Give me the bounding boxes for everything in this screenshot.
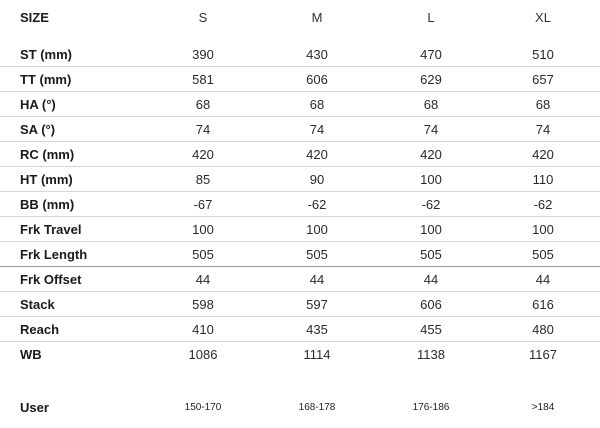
size-m: M (311, 10, 323, 25)
value-m: 100 (306, 221, 328, 237)
value-s: 1086 (188, 347, 218, 362)
row-label: ST (mm) (20, 46, 72, 62)
value-l: 100 (420, 221, 442, 237)
row-label: Frk Travel (20, 221, 82, 237)
value-s: 598 (192, 296, 214, 312)
row-label: HT (mm) (20, 171, 73, 187)
value-m: 430 (306, 46, 328, 62)
value-l: 505 (420, 246, 442, 262)
value-s: -67 (193, 196, 213, 212)
value-l: 1138 (417, 347, 445, 362)
value-xl: 110 (532, 171, 554, 187)
value-s: 100 (192, 221, 214, 237)
value-l: 68 (423, 96, 439, 112)
user-label: User (20, 400, 49, 415)
value-l: 455 (420, 321, 442, 337)
size-s: S (198, 10, 208, 25)
table-row (0, 267, 600, 292)
value-m: 74 (309, 121, 325, 137)
value-m: 90 (309, 171, 325, 187)
row-label: HA (°) (20, 96, 56, 112)
row-label: SA (°) (20, 121, 56, 137)
value-l: 606 (420, 296, 442, 312)
value-xl: 1167 (529, 347, 557, 362)
value-s: 410 (192, 321, 214, 337)
value-xl: 68 (535, 96, 551, 112)
row-label: WB (20, 347, 42, 362)
table-row (0, 317, 600, 342)
value-l: 100 (420, 171, 442, 187)
value-xl: 616 (532, 296, 554, 312)
value-xl: 44 (535, 271, 551, 287)
value-s: 581 (192, 71, 214, 87)
user-height-row (0, 395, 600, 420)
row-label: BB (mm) (20, 196, 75, 212)
value-xl: 480 (532, 321, 554, 337)
value-l: 44 (423, 271, 439, 287)
table-row (0, 42, 600, 67)
value-m: -62 (307, 196, 327, 212)
size-header-row (0, 5, 600, 30)
value-l: 420 (420, 146, 442, 162)
table-row (0, 167, 600, 192)
value-m: 68 (309, 96, 325, 112)
row-label: Reach (20, 321, 60, 337)
table-row (0, 117, 600, 142)
table-row (0, 192, 600, 217)
value-l: -62 (421, 196, 441, 212)
value-s: 420 (192, 146, 214, 162)
value-l: 629 (420, 71, 442, 87)
size-xl: XL (535, 10, 551, 25)
value-m: 435 (306, 321, 328, 337)
row-label: Frk Offset (20, 271, 82, 287)
value-m: 44 (309, 271, 325, 287)
value-xl: 74 (535, 121, 551, 137)
row-label: Frk Length (20, 246, 88, 262)
user-range-s: 150-170 (184, 402, 222, 413)
value-m: 505 (306, 246, 328, 262)
value-s: 68 (195, 96, 211, 112)
table-row (0, 67, 600, 92)
table-row (0, 142, 600, 167)
size-header-label: SIZE (20, 10, 49, 25)
table-row (0, 92, 600, 117)
value-m: 420 (306, 146, 328, 162)
value-l: 470 (420, 46, 442, 62)
value-m: 597 (306, 296, 328, 312)
row-label: TT (mm) (20, 71, 72, 87)
value-s: 85 (195, 171, 211, 187)
value-s: 390 (192, 46, 214, 62)
value-s: 505 (192, 246, 214, 262)
user-range-l: 176-186 (412, 402, 450, 413)
value-xl: -62 (533, 196, 553, 212)
value-m: 1114 (303, 347, 331, 362)
user-range-m: 168-178 (298, 402, 336, 413)
value-xl: 420 (532, 146, 554, 162)
value-xl: 505 (532, 246, 554, 262)
value-s: 74 (195, 121, 211, 137)
table-row (0, 217, 600, 242)
value-s: 44 (195, 271, 211, 287)
row-label: Stack (20, 296, 55, 312)
value-xl: 657 (532, 71, 554, 87)
user-range-xl: >184 (531, 402, 555, 413)
value-m: 606 (306, 71, 328, 87)
value-xl: 100 (532, 221, 554, 237)
table-row (0, 292, 600, 317)
table-row (0, 242, 600, 267)
value-xl: 510 (532, 46, 554, 62)
table-row (0, 342, 600, 367)
value-l: 74 (423, 121, 439, 137)
size-l: L (427, 10, 435, 25)
row-label: RC (mm) (20, 146, 75, 162)
